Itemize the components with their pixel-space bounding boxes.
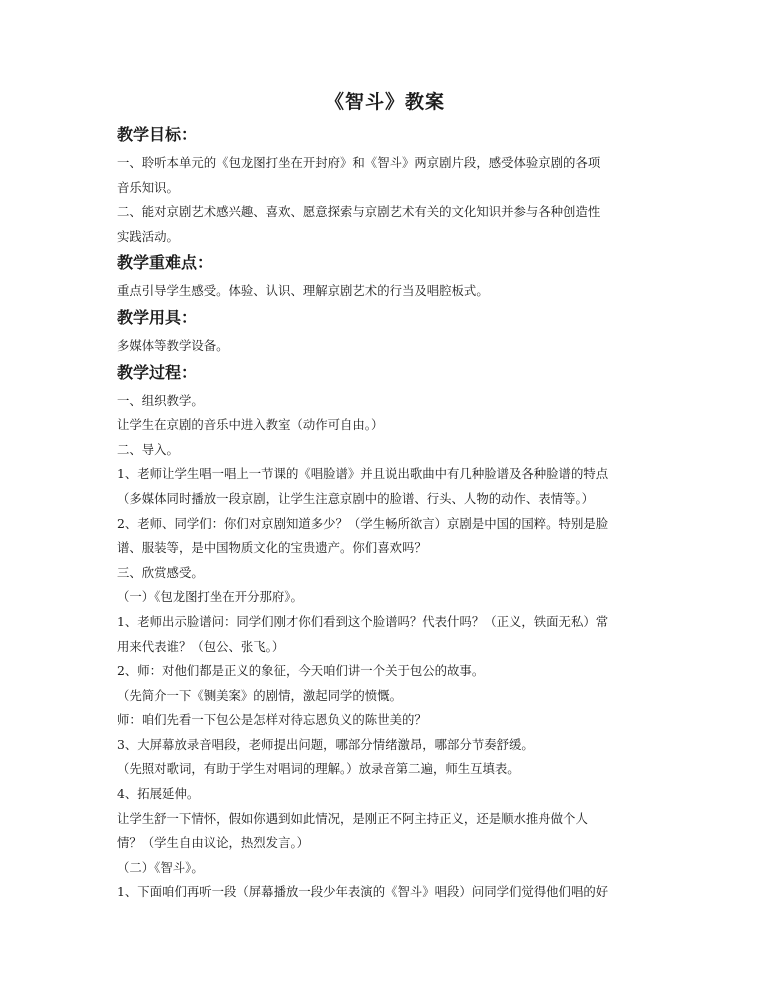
section-heading: 教学目标： — [117, 125, 198, 144]
paragraph-line: 3、大屏幕放录音唱段，老师提出问题，哪部分情绪激昂，哪部分节奏舒缓。 — [117, 736, 534, 752]
paragraph-line: 2、师：对他们都是正义的象征，今天咱们讲一个关于包公的故事。 — [117, 663, 485, 679]
paragraph-line: 师：咱们先看一下包公是怎样对待忘恩负义的陈世美的？ — [117, 712, 427, 728]
paragraph-line: 一、聆听本单元的《包龙图打坐在开封府》和《智斗》两京剧片段，感受体验京剧的各项 — [117, 155, 601, 170]
section-key-points — [117, 252, 657, 304]
paragraph-line: 音乐知识。 — [117, 179, 179, 195]
document-title: 《智斗》教案 — [324, 91, 445, 113]
paragraph-line: 实践活动。 — [117, 228, 179, 244]
paragraph-line: 二、导入。 — [117, 441, 179, 457]
paragraph-line: 谱、服装等，是中国物质文化的宝贵遗产。你们喜欢吗？ — [117, 540, 427, 556]
paragraph-line: （先简介一下《铡美案》的剧情，激起同学的愤慨。 — [117, 687, 402, 703]
paragraph-line: 2、老师、同学们：你们对京剧知道多少？（学生畅所欲言）京剧是中国的国粹。特别是脸 — [117, 515, 609, 531]
paragraph-line: 二、能对京剧艺术感兴趣、喜欢、愿意探索与京剧艺术有关的文化知识并参与各种创造性 — [117, 204, 601, 220]
section-heading: 教学用具： — [117, 307, 198, 327]
paragraph-line: 多媒体等教学设备。 — [117, 337, 229, 353]
document-body — [117, 121, 657, 905]
section-goals — [117, 124, 657, 249]
paragraph-line: （多媒体同时播放一段京剧，让学生注意京剧中的脸谱、行头、人物的动作、表情等。） — [117, 490, 595, 506]
paragraph-line: 重点引导学生感受。体验、认识、理解京剧艺术的行当及唱腔板式。 — [117, 283, 489, 299]
paragraph-line: 1、老师出示脸谱问：同学们刚才你们看到这个脸谱吗？代表什吗？（正义，铁面无私）常 — [117, 613, 609, 629]
paragraph-line: 1、下面咱们再听一段（屏幕播放一段少年表演的《智斗》唱段）问同学们觉得他们唱的好 — [117, 884, 609, 900]
paragraph-line: 用来代表谁？（包公、张飞。） — [117, 638, 285, 654]
section-heading: 教学重难点： — [117, 253, 214, 273]
paragraph-line: 让学生在京剧的音乐中进入教室（动作可自由。） — [117, 417, 384, 433]
paragraph-line: 4、拓展延伸。 — [117, 786, 200, 802]
section-process — [117, 362, 657, 905]
paragraph-line: 三、欣赏感受。 — [117, 564, 204, 580]
paragraph-line: （二）《智斗》。 — [117, 859, 204, 875]
section-heading: 教学过程： — [117, 362, 198, 382]
paragraph-line: （一）《包龙图打坐在开分那府》。 — [117, 589, 303, 605]
paragraph-line: 1、老师让学生唱一唱上一节课的《唱脸谱》并且说出歌曲中有几种脸谱及各种脸谱的特点 — [117, 466, 609, 482]
paragraph-line: 一、组织教学。 — [117, 392, 204, 408]
paragraph-line: 情？（学生自由议论，热烈发言。） — [117, 835, 310, 851]
section-tools — [117, 307, 657, 359]
paragraph-line: 让学生舒一下情怀，假如你遇到如此情况，是刚正不阿主持正义，还是顺水推舟做个人 — [117, 810, 588, 826]
paragraph-line: （先照对歌词，有助于学生对唱词的理解。）放录音第二遍，师生互填表。 — [117, 761, 520, 777]
